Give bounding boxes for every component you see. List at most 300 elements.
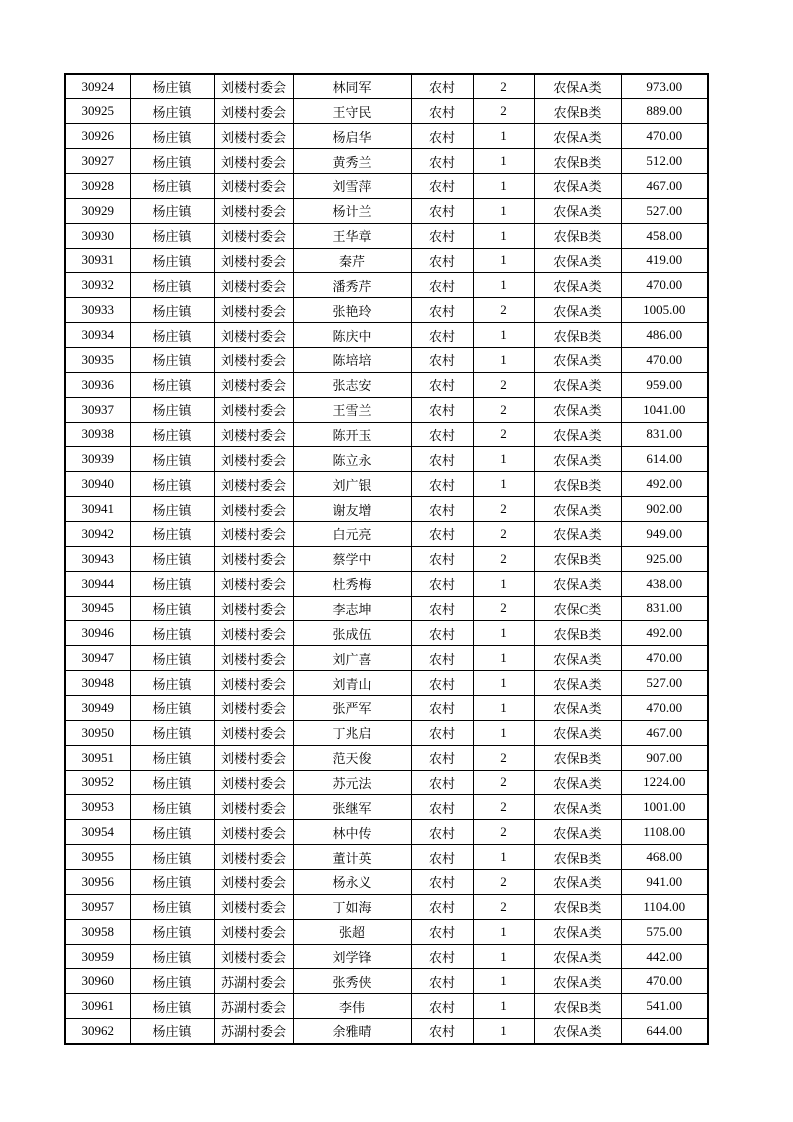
insurance-category-cell: 农保B类 [534,472,621,497]
town-cell: 杨庄镇 [130,422,214,447]
town-cell: 杨庄镇 [130,173,214,198]
person-name-cell: 丁兆启 [293,720,411,745]
village-committee-cell: 刘楼村委会 [214,223,293,248]
amount-cell: 470.00 [621,124,708,149]
amount-cell: 889.00 [621,99,708,124]
person-name-cell: 陈培培 [293,347,411,372]
record-id-cell: 30932 [65,273,130,298]
roster-table [64,73,709,1045]
village-committee-cell: 刘楼村委会 [214,745,293,770]
person-name-cell: 李志坤 [293,596,411,621]
person-count-cell: 1 [473,273,534,298]
amount-cell: 1108.00 [621,820,708,845]
person-name-cell: 王华章 [293,223,411,248]
residence-type-cell: 农村 [411,845,473,870]
table-row [65,74,708,99]
person-name-cell: 秦芹 [293,248,411,273]
village-committee-cell: 刘楼村委会 [214,944,293,969]
table-row [65,944,708,969]
record-id-cell: 30950 [65,720,130,745]
amount-cell: 902.00 [621,497,708,522]
insurance-category-cell: 农保A类 [534,720,621,745]
table-row [65,1019,708,1044]
village-committee-cell: 刘楼村委会 [214,770,293,795]
table-row [65,720,708,745]
table-row [65,422,708,447]
person-name-cell: 潘秀芹 [293,273,411,298]
insurance-category-cell: 农保A类 [534,646,621,671]
insurance-category-cell: 农保A类 [534,298,621,323]
town-cell: 杨庄镇 [130,397,214,422]
table-row [65,820,708,845]
record-id-cell: 30934 [65,323,130,348]
record-id-cell: 30954 [65,820,130,845]
table-row [65,173,708,198]
table-row [65,745,708,770]
person-count-cell: 1 [473,347,534,372]
person-name-cell: 张严军 [293,695,411,720]
residence-type-cell: 农村 [411,248,473,273]
village-committee-cell: 刘楼村委会 [214,671,293,696]
table-row [65,497,708,522]
person-count-cell: 2 [473,372,534,397]
record-id-cell: 30953 [65,795,130,820]
record-id-cell: 30958 [65,919,130,944]
record-id-cell: 30960 [65,969,130,994]
record-id-cell: 30955 [65,845,130,870]
table-row [65,298,708,323]
person-name-cell: 苏元法 [293,770,411,795]
amount-cell: 527.00 [621,671,708,696]
town-cell: 杨庄镇 [130,621,214,646]
village-committee-cell: 刘楼村委会 [214,173,293,198]
person-count-cell: 1 [473,994,534,1019]
residence-type-cell: 农村 [411,497,473,522]
insurance-category-cell: 农保A类 [534,795,621,820]
amount-cell: 831.00 [621,422,708,447]
record-id-cell: 30951 [65,745,130,770]
amount-cell: 492.00 [621,472,708,497]
residence-type-cell: 农村 [411,894,473,919]
table-row [65,248,708,273]
town-cell: 杨庄镇 [130,521,214,546]
village-committee-cell: 刘楼村委会 [214,323,293,348]
person-name-cell: 杨启华 [293,124,411,149]
town-cell: 杨庄镇 [130,894,214,919]
record-id-cell: 30943 [65,546,130,571]
residence-type-cell: 农村 [411,870,473,895]
record-id-cell: 30931 [65,248,130,273]
person-name-cell: 王雪兰 [293,397,411,422]
residence-type-cell: 农村 [411,820,473,845]
amount-cell: 644.00 [621,1019,708,1044]
amount-cell: 959.00 [621,372,708,397]
insurance-category-cell: 农保A类 [534,273,621,298]
record-id-cell: 30957 [65,894,130,919]
town-cell: 杨庄镇 [130,1019,214,1044]
person-count-cell: 2 [473,546,534,571]
village-committee-cell: 刘楼村委会 [214,273,293,298]
amount-cell: 512.00 [621,149,708,174]
amount-cell: 614.00 [621,447,708,472]
village-committee-cell: 刘楼村委会 [214,795,293,820]
record-id-cell: 30945 [65,596,130,621]
insurance-category-cell: 农保B类 [534,994,621,1019]
village-committee-cell: 刘楼村委会 [214,820,293,845]
amount-cell: 527.00 [621,198,708,223]
town-cell: 杨庄镇 [130,74,214,99]
insurance-category-cell: 农保B类 [534,99,621,124]
record-id-cell: 30935 [65,347,130,372]
residence-type-cell: 农村 [411,273,473,298]
insurance-category-cell: 农保A类 [534,447,621,472]
person-name-cell: 张秀侠 [293,969,411,994]
insurance-category-cell: 农保A类 [534,347,621,372]
village-committee-cell: 刘楼村委会 [214,397,293,422]
table-row [65,919,708,944]
residence-type-cell: 农村 [411,173,473,198]
amount-cell: 442.00 [621,944,708,969]
town-cell: 杨庄镇 [130,845,214,870]
table-row [65,397,708,422]
person-name-cell: 张超 [293,919,411,944]
insurance-category-cell: 农保B类 [534,149,621,174]
person-count-cell: 2 [473,894,534,919]
record-id-cell: 30947 [65,646,130,671]
person-count-cell: 1 [473,323,534,348]
table-row [65,596,708,621]
town-cell: 杨庄镇 [130,720,214,745]
town-cell: 杨庄镇 [130,497,214,522]
insurance-category-cell: 农保B类 [534,323,621,348]
person-count-cell: 2 [473,298,534,323]
insurance-category-cell: 农保A类 [534,671,621,696]
person-name-cell: 刘广银 [293,472,411,497]
town-cell: 杨庄镇 [130,795,214,820]
amount-cell: 492.00 [621,621,708,646]
village-committee-cell: 刘楼村委会 [214,74,293,99]
person-count-cell: 1 [473,845,534,870]
village-committee-cell: 刘楼村委会 [214,571,293,596]
village-committee-cell: 刘楼村委会 [214,347,293,372]
amount-cell: 1224.00 [621,770,708,795]
residence-type-cell: 农村 [411,124,473,149]
person-count-cell: 1 [473,173,534,198]
town-cell: 杨庄镇 [130,447,214,472]
town-cell: 杨庄镇 [130,870,214,895]
record-id-cell: 30930 [65,223,130,248]
residence-type-cell: 农村 [411,472,473,497]
village-committee-cell: 苏湖村委会 [214,1019,293,1044]
record-id-cell: 30956 [65,870,130,895]
amount-cell: 941.00 [621,870,708,895]
residence-type-cell: 农村 [411,944,473,969]
insurance-category-cell: 农保B类 [534,894,621,919]
town-cell: 杨庄镇 [130,944,214,969]
person-name-cell: 黄秀兰 [293,149,411,174]
town-cell: 杨庄镇 [130,273,214,298]
person-name-cell: 张成伍 [293,621,411,646]
insurance-category-cell: 农保A类 [534,969,621,994]
amount-cell: 1104.00 [621,894,708,919]
village-committee-cell: 刘楼村委会 [214,149,293,174]
residence-type-cell: 农村 [411,521,473,546]
person-count-cell: 1 [473,621,534,646]
town-cell: 杨庄镇 [130,472,214,497]
person-count-cell: 1 [473,198,534,223]
village-committee-cell: 刘楼村委会 [214,372,293,397]
amount-cell: 907.00 [621,745,708,770]
record-id-cell: 30944 [65,571,130,596]
town-cell: 杨庄镇 [130,969,214,994]
record-id-cell: 30939 [65,447,130,472]
residence-type-cell: 农村 [411,99,473,124]
record-id-cell: 30959 [65,944,130,969]
person-name-cell: 陈开玉 [293,422,411,447]
person-count-cell: 1 [473,969,534,994]
record-id-cell: 30929 [65,198,130,223]
residence-type-cell: 农村 [411,919,473,944]
amount-cell: 470.00 [621,273,708,298]
insurance-category-cell: 农保A类 [534,372,621,397]
person-count-cell: 2 [473,99,534,124]
town-cell: 杨庄镇 [130,347,214,372]
village-committee-cell: 刘楼村委会 [214,894,293,919]
amount-cell: 1005.00 [621,298,708,323]
town-cell: 杨庄镇 [130,298,214,323]
amount-cell: 575.00 [621,919,708,944]
town-cell: 杨庄镇 [130,149,214,174]
record-id-cell: 30949 [65,695,130,720]
person-count-cell: 1 [473,124,534,149]
record-id-cell: 30926 [65,124,130,149]
village-committee-cell: 刘楼村委会 [214,198,293,223]
town-cell: 杨庄镇 [130,745,214,770]
person-name-cell: 陈立永 [293,447,411,472]
table-row [65,770,708,795]
person-name-cell: 张继军 [293,795,411,820]
village-committee-cell: 刘楼村委会 [214,521,293,546]
amount-cell: 925.00 [621,546,708,571]
village-committee-cell: 刘楼村委会 [214,695,293,720]
person-count-cell: 1 [473,1019,534,1044]
town-cell: 杨庄镇 [130,546,214,571]
insurance-category-cell: 农保B类 [534,621,621,646]
amount-cell: 949.00 [621,521,708,546]
insurance-category-cell: 农保C类 [534,596,621,621]
person-count-cell: 2 [473,870,534,895]
table-row [65,621,708,646]
residence-type-cell: 农村 [411,323,473,348]
person-count-cell: 1 [473,646,534,671]
village-committee-cell: 苏湖村委会 [214,994,293,1019]
person-name-cell: 张志安 [293,372,411,397]
person-count-cell: 1 [473,571,534,596]
person-name-cell: 杨永义 [293,870,411,895]
person-count-cell: 1 [473,223,534,248]
residence-type-cell: 农村 [411,298,473,323]
amount-cell: 438.00 [621,571,708,596]
record-id-cell: 30925 [65,99,130,124]
residence-type-cell: 农村 [411,695,473,720]
record-id-cell: 30948 [65,671,130,696]
amount-cell: 470.00 [621,969,708,994]
residence-type-cell: 农村 [411,149,473,174]
record-id-cell: 30937 [65,397,130,422]
residence-type-cell: 农村 [411,646,473,671]
village-committee-cell: 刘楼村委会 [214,720,293,745]
person-name-cell: 林同军 [293,74,411,99]
insurance-category-cell: 农保A类 [534,74,621,99]
residence-type-cell: 农村 [411,372,473,397]
person-count-cell: 2 [473,820,534,845]
person-name-cell: 余雅晴 [293,1019,411,1044]
village-committee-cell: 刘楼村委会 [214,422,293,447]
village-committee-cell: 刘楼村委会 [214,497,293,522]
table-row [65,99,708,124]
town-cell: 杨庄镇 [130,671,214,696]
insurance-category-cell: 农保A类 [534,198,621,223]
town-cell: 杨庄镇 [130,124,214,149]
person-name-cell: 李伟 [293,994,411,1019]
amount-cell: 831.00 [621,596,708,621]
insurance-category-cell: 农保A类 [534,770,621,795]
residence-type-cell: 农村 [411,596,473,621]
record-id-cell: 30927 [65,149,130,174]
residence-type-cell: 农村 [411,969,473,994]
table-row [65,969,708,994]
town-cell: 杨庄镇 [130,571,214,596]
person-name-cell: 范天俊 [293,745,411,770]
table-row [65,372,708,397]
amount-cell: 468.00 [621,845,708,870]
insurance-category-cell: 农保A类 [534,248,621,273]
person-name-cell: 谢友增 [293,497,411,522]
residence-type-cell: 农村 [411,720,473,745]
residence-type-cell: 农村 [411,745,473,770]
residence-type-cell: 农村 [411,671,473,696]
amount-cell: 1001.00 [621,795,708,820]
insurance-category-cell: 农保A类 [534,124,621,149]
table-row [65,149,708,174]
person-count-cell: 2 [473,795,534,820]
record-id-cell: 30946 [65,621,130,646]
table-row [65,870,708,895]
record-id-cell: 30938 [65,422,130,447]
amount-cell: 541.00 [621,994,708,1019]
person-count-cell: 2 [473,596,534,621]
town-cell: 杨庄镇 [130,372,214,397]
table-row [65,472,708,497]
record-id-cell: 30933 [65,298,130,323]
insurance-category-cell: 农保A类 [534,695,621,720]
insurance-category-cell: 农保A类 [534,397,621,422]
table-row [65,571,708,596]
person-count-cell: 2 [473,74,534,99]
amount-cell: 486.00 [621,323,708,348]
village-committee-cell: 刘楼村委会 [214,919,293,944]
residence-type-cell: 农村 [411,994,473,1019]
person-name-cell: 林中传 [293,820,411,845]
insurance-category-cell: 农保A类 [534,1019,621,1044]
amount-cell: 470.00 [621,347,708,372]
person-name-cell: 丁如海 [293,894,411,919]
amount-cell: 419.00 [621,248,708,273]
table-row [65,347,708,372]
person-count-cell: 2 [473,497,534,522]
record-id-cell: 30952 [65,770,130,795]
town-cell: 杨庄镇 [130,695,214,720]
residence-type-cell: 农村 [411,223,473,248]
record-id-cell: 30928 [65,173,130,198]
table-row [65,845,708,870]
person-name-cell: 蔡学中 [293,546,411,571]
table-row [65,323,708,348]
village-committee-cell: 刘楼村委会 [214,596,293,621]
person-count-cell: 2 [473,745,534,770]
record-id-cell: 30940 [65,472,130,497]
insurance-category-cell: 农保A类 [534,870,621,895]
table-row [65,695,708,720]
person-name-cell: 杨计兰 [293,198,411,223]
person-name-cell: 王守民 [293,99,411,124]
table-row [65,546,708,571]
person-name-cell: 刘雪萍 [293,173,411,198]
person-count-cell: 1 [473,695,534,720]
person-count-cell: 2 [473,521,534,546]
person-name-cell: 刘广喜 [293,646,411,671]
insurance-category-cell: 农保A类 [534,944,621,969]
town-cell: 杨庄镇 [130,770,214,795]
insurance-category-cell: 农保B类 [534,223,621,248]
village-committee-cell: 刘楼村委会 [214,99,293,124]
village-committee-cell: 刘楼村委会 [214,870,293,895]
insurance-category-cell: 农保A类 [534,173,621,198]
person-count-cell: 1 [473,720,534,745]
insurance-category-cell: 农保B类 [534,546,621,571]
table-row [65,521,708,546]
town-cell: 杨庄镇 [130,994,214,1019]
residence-type-cell: 农村 [411,347,473,372]
table-row [65,124,708,149]
village-committee-cell: 刘楼村委会 [214,621,293,646]
village-committee-cell: 苏湖村委会 [214,969,293,994]
amount-cell: 973.00 [621,74,708,99]
town-cell: 杨庄镇 [130,248,214,273]
amount-cell: 467.00 [621,173,708,198]
town-cell: 杨庄镇 [130,646,214,671]
person-name-cell: 刘青山 [293,671,411,696]
town-cell: 杨庄镇 [130,323,214,348]
table-row [65,273,708,298]
record-id-cell: 30962 [65,1019,130,1044]
residence-type-cell: 农村 [411,770,473,795]
residence-type-cell: 农村 [411,422,473,447]
town-cell: 杨庄镇 [130,919,214,944]
insurance-category-cell: 农保A类 [534,820,621,845]
village-committee-cell: 刘楼村委会 [214,546,293,571]
record-id-cell: 30961 [65,994,130,1019]
amount-cell: 470.00 [621,646,708,671]
town-cell: 杨庄镇 [130,223,214,248]
town-cell: 杨庄镇 [130,99,214,124]
table-row [65,646,708,671]
residence-type-cell: 农村 [411,397,473,422]
person-name-cell: 刘学锋 [293,944,411,969]
residence-type-cell: 农村 [411,795,473,820]
town-cell: 杨庄镇 [130,198,214,223]
person-name-cell: 陈庆中 [293,323,411,348]
